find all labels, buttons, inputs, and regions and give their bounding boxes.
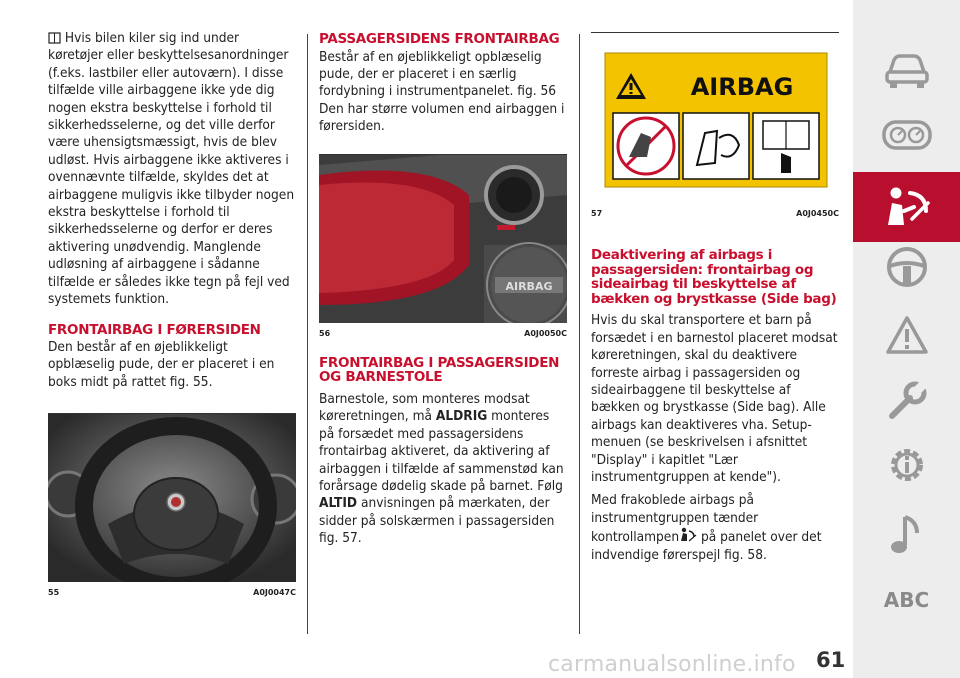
figure-caption [319,325,567,342]
book-icon [48,32,61,44]
paragraph-passenger-airbag: Består af en øjeblikkeligt opblæselig pude, der er placeret i en særlig fordybning i instrumentpanelet. fig. 56 Den har større volumen end airbaggen i førersiden. [319,48,565,135]
index-label: ABC [883,588,930,612]
sidebar-item-multimedia[interactable] [853,500,960,570]
airbag-person-icon [882,185,932,229]
paragraph-warning-light [591,492,839,564]
page-number: 61 [816,648,846,672]
heading-passenger-airbag-child-seats: FRONTAIRBAG I PASSAGERSIDEN OG BARNESTOLE [319,354,560,386]
airbag-off-warning-icon [679,527,697,543]
watermark: carmanualsonline.info [548,652,796,677]
paragraph-vehicle-underride [48,30,296,309]
text-part: Med frakoblede airbags på instrumentgruppen tænder kontrollampen [591,492,759,546]
steering-wheel-icon [886,246,928,288]
emphasis-never: ALDRIG [435,408,488,425]
figure-code: A0J0050C [524,328,567,338]
paragraph-text: Hvis bilen kiler sig ind under køretøjer eller beskyttelsesanordninger (f.eks. lastbiler eller autoværn). I disse tilfælde ville airbaggene ikke yde dig nogen ekstra beskyttelse i forhold til sikkerhedsselerne, og det ville derfor være uhensigtsmæssigt, hvis de blev udløst. Hvis airbaggene ikke aktiveres i ovennævnte tilfælde, skyldes det at airbaggene muligvis ikke tilbyder nogen ekstra beskyttelse i forhold til sikkerhedsselerne og derfor er deres aktivering unødvendig. Manglende udløsning af airbaggene i sådanne tilfælde er således ikke tegn på fejl ved systemets funktion. [48,30,295,308]
wrench-icon [886,380,928,422]
airbag-warning-label-photo [591,33,839,203]
dashboard-airbag-photo [319,155,567,323]
gear-info-icon [885,443,929,487]
column-3 [591,30,839,570]
sidebar-item-car[interactable] [853,35,960,105]
steering-wheel-photo [48,414,296,582]
figure-number: 55 [48,588,60,598]
figure-caption [591,205,839,222]
heading-deactivation: Deaktivering af airbags i passagersiden: frontairbag og sideairbag til beskyttelse af bækken og brystkasse (Side bag) [591,247,837,307]
figure-code: A0J0450C [796,209,839,218]
figure-caption [48,584,296,601]
figure-57 [591,32,839,222]
sidebar-item-maintenance[interactable] [853,366,960,436]
column-2 [319,30,567,554]
heading-driver-airbag: FRONTAIRBAG I FØRERSIDEN [48,321,261,338]
label-title: AIRBAG [690,73,794,101]
heading-passenger-airbag: PASSAGERSIDENS FRONTAIRBAG [319,31,560,47]
text-part: anvisningen på mærkaten, der sidder på solskærmen i passagersiden fig. 57. [319,495,555,547]
column-1 [48,30,296,602]
figure-number: 56 [319,328,331,338]
paragraph-child-seats [319,391,567,548]
sidebar-item-driving[interactable] [853,232,960,302]
text-part: på panelet over det indvendige førerspejl fig. 58. [591,529,822,563]
figure-56 [319,154,567,342]
text-part: monteres på forsædet med passagersidens frontairbag aktiveret, da aktivering af airbaggen i tilfælde af sammenstød kan forårsage dødelig skade på barnet. Følg [319,408,564,494]
figure-55 [48,413,296,601]
chapter-sidebar [853,0,960,678]
music-note-icon [889,513,925,557]
car-icon [884,50,930,90]
sidebar-item-emergency[interactable] [853,300,960,370]
paragraph-deactivation: Hvis du skal transportere et barn på forsædet i en barnestol placeret modsat køreretningen, skal du deaktivere forreste airbag i passagersiden og sideairbaggene til beskyttelse af bækken og brystkasse (Side bag). Alle airbags kan deaktiveres vha. Setup-menuen (se beskrivelsen i afsnittet "Display" i kapitlet "Lær instrumentgruppen at kende"). [591,312,838,486]
paragraph-driver-airbag: Den består af en øjeblikkeligt opblæselig pude, der er placeret i en boks midt på rattet fig. 55. [48,339,275,390]
warning-triangle-icon [885,315,929,355]
airbag-embossed-label: AIRBAG [505,279,553,293]
dashboard-icon [882,120,932,150]
sidebar-item-instruments[interactable] [853,100,960,170]
text-part: Barnestole, som monteres modsat køreretningen, må [319,390,530,425]
figure-code: A0J0047C [253,588,296,598]
column-divider [307,34,308,634]
sidebar-item-index[interactable] [853,565,960,635]
emphasis-always: ALTID [319,495,358,512]
sidebar-item-technical-data[interactable] [853,430,960,500]
column-divider [579,34,580,634]
figure-number: 57 [591,209,603,218]
